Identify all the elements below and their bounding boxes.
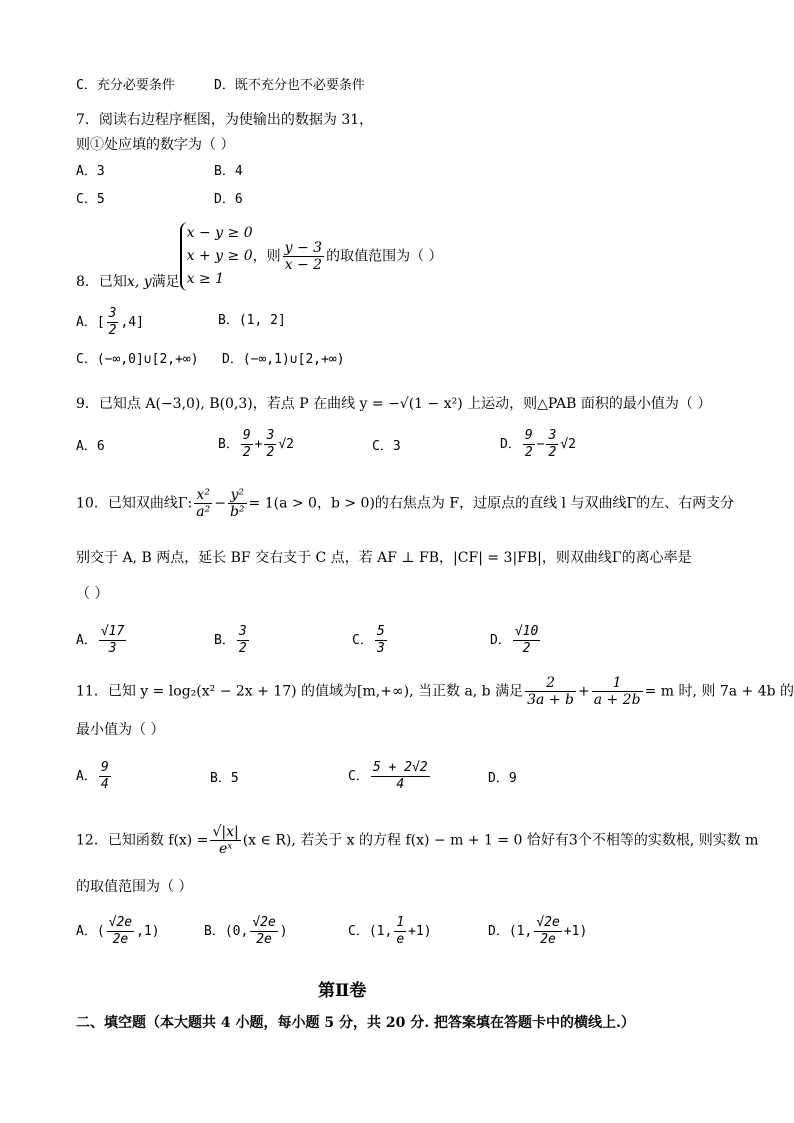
q11-stem-line1	[76, 675, 794, 708]
q11-d1: 3a + b	[527, 692, 574, 708]
q8-option-a-num: 3	[108, 306, 117, 321]
q6-option-c: C．充分必要条件	[76, 78, 175, 93]
q8-option-a-tail: ,4]	[120, 315, 144, 330]
q10-option-c-den: 3	[376, 641, 385, 656]
q12-option-a-num: √2e	[108, 915, 133, 930]
q12-line1-tail: (x ∈ R), 若关于 x 的方程 f(x) − m + 1 = 0 恰好有3个不相等的实数根, 则实数 m	[242, 832, 759, 849]
q8-option-a	[76, 306, 144, 339]
q6-option-d: D．既不充分也不必要条件	[214, 78, 365, 93]
q10-option-b	[214, 624, 251, 657]
q9-option-d-d2: 2	[548, 445, 557, 460]
q10-line1-tail: = 1(a > 0，b > 0)的右焦点为 F，过原点的直线 l 与双曲线Γ的左、右两支分	[248, 495, 735, 512]
q9-option-b-d1: 2	[242, 445, 251, 460]
q10-option-c-prefix: C．	[352, 633, 373, 648]
q9-option-d-frac2	[546, 428, 558, 461]
q11-option-a-prefix: A．	[76, 769, 97, 784]
q8-constraint-system	[180, 222, 253, 291]
q12-option-b-prefix: B．(0,	[204, 924, 249, 939]
q10-option-b-den: 2	[238, 641, 247, 656]
q12-option-a-den: 2e	[112, 932, 129, 947]
q12-option-d-num: √2e	[536, 915, 560, 930]
q8-numerator: y − 3	[284, 240, 323, 256]
q12-option-d-prefix: D．(1,	[488, 924, 533, 939]
q9-option-b-n1: 9	[242, 428, 251, 443]
q12-option-a-prefix: A．(	[76, 924, 105, 939]
q9-option-d-rad: √2	[560, 437, 576, 452]
q11-frac1	[525, 675, 576, 708]
q11-option-c-frac	[371, 760, 430, 793]
q11-prefix: 11．已知 y = log₂(x² − 2x + 17) 的值域为[m,+∞), 当正数 a, b 满足	[76, 683, 524, 700]
q10-option-a-den: 3	[108, 641, 117, 656]
q8-constraint-1: x − y ≥ 0	[186, 225, 253, 241]
q8-fraction	[283, 240, 324, 273]
q12-option-d-den: 2e	[540, 932, 556, 947]
q9-option-b-n2: 3	[266, 428, 275, 443]
q11-option-b: B．5	[210, 771, 239, 786]
q8-option-c: C．(−∞,0]∪[2,+∞)	[76, 352, 199, 367]
q11-option-c	[348, 760, 432, 793]
q7-option-d: D．6	[214, 192, 243, 207]
q10-option-a	[76, 624, 128, 657]
q10-option-b-prefix: B．	[214, 633, 235, 648]
q10-prefix: 10．已知双曲线Γ:	[76, 495, 193, 512]
q12-option-c-prefix: C．(1,	[348, 924, 393, 939]
q9-option-a: A．6	[76, 439, 105, 454]
q11-option-c-den: 4	[396, 777, 405, 792]
q10-option-d-den: 2	[522, 641, 531, 656]
q8-suffix: 的取值范围为（ ）	[326, 248, 443, 265]
q12-option-d-frac	[534, 915, 561, 948]
q10-option-d	[490, 624, 542, 657]
q11-n1: 2	[525, 675, 576, 692]
q10-frac1	[194, 487, 212, 520]
q9-option-b-rad: √2	[278, 437, 294, 452]
q10-minus: −	[214, 495, 226, 512]
q7-option-a: A．3	[76, 164, 105, 179]
q12-option-c	[348, 915, 432, 948]
q11-frac2	[592, 675, 643, 708]
q8-stem	[76, 222, 443, 291]
q8-mid: 满足	[151, 273, 180, 290]
q12-stem-line1	[76, 824, 758, 857]
q12-option-b	[204, 915, 288, 948]
q10-stem-line2: 别交于 A, B 两点，延长 BF 交右支于 C 点，若 AF ⊥ FB，|CF| = 3|FB|，则双曲线Γ的离心率是	[76, 550, 692, 566]
q7-option-b: B．4	[214, 164, 243, 179]
q11-option-a-den: 4	[100, 777, 109, 792]
q11-option-a-num: 9	[100, 760, 109, 775]
q12-option-c-den: e	[396, 932, 405, 947]
q9-option-b-d2: 2	[266, 445, 275, 460]
q10-option-a-prefix: A．	[76, 633, 97, 648]
q11-option-a-frac	[99, 760, 111, 793]
q11-option-d: D．9	[488, 771, 517, 786]
q9-option-d	[500, 428, 576, 461]
q8-option-b: B．(1, 2]	[218, 313, 286, 328]
q12-denominator: eˣ	[218, 841, 233, 857]
q12-option-a-frac	[107, 915, 134, 948]
q10-d2: b²	[229, 504, 245, 520]
q9-option-b-prefix: B．	[218, 437, 239, 452]
q10-d1: a²	[196, 504, 211, 520]
section-heading: 二、填空题（本大题共 4 小题，每小题 5 分，共 20 分. 把答案填在答题卡中的横线上.）	[76, 1015, 635, 1031]
q9-option-d-minus: −	[536, 437, 545, 452]
q12-option-a-tail: ,1)	[136, 924, 160, 939]
q9-option-d-n2: 3	[548, 428, 557, 443]
q9-option-b	[218, 428, 294, 461]
q12-option-d	[488, 915, 587, 948]
q12-frac	[210, 824, 240, 857]
q8-option-a-den: 2	[108, 323, 117, 338]
q8-denominator: x − 2	[284, 257, 323, 273]
q9-option-d-prefix: D．	[500, 437, 521, 452]
q12-option-c-tail: +1)	[408, 924, 432, 939]
q10-n2: y²	[228, 487, 247, 504]
q8-option-d: D．(−∞,1)∪[2,+∞)	[222, 352, 345, 367]
q12-option-c-frac	[394, 915, 406, 948]
q12-option-a	[76, 915, 160, 948]
q11-plus: +	[577, 683, 590, 700]
q11-line1-tail: = m 时, 则 7a + 4b 的	[644, 683, 794, 700]
q8-constraint-3: x ≥ 1	[186, 271, 225, 287]
q12-option-c-num: 1	[396, 915, 405, 930]
q10-option-b-num: 3	[238, 624, 247, 639]
q9-option-c: C．3	[372, 439, 401, 454]
q12-option-b-frac	[250, 915, 277, 948]
q12-option-b-num: √2e	[252, 915, 276, 930]
q10-option-d-num: √10	[514, 624, 539, 639]
q7-option-c: C．5	[76, 192, 105, 207]
q8-constraint-2: x + y ≥ 0	[186, 248, 253, 264]
q7-stem-line2: 则①处应填的数字为（ ）	[76, 137, 235, 153]
q10-option-d-frac	[513, 624, 540, 657]
q9-option-b-plus: +	[254, 437, 263, 452]
q8-then: ，则	[252, 248, 281, 265]
q11-option-c-num: 5 + 2√2	[372, 760, 428, 775]
q12-prefix: 12．已知函数 f(x) =	[76, 832, 209, 849]
q7-stem-line1: 7．阅读右边程序框图，为使输出的数据为 31，	[76, 112, 374, 128]
q10-option-a-num: √17	[100, 624, 125, 639]
q12-option-d-tail: +1)	[563, 924, 588, 939]
q12-stem-line2: 的取值范围为（ ）	[76, 879, 193, 895]
q8-prefix: 8．已知	[76, 273, 127, 290]
q10-option-c	[352, 624, 389, 657]
q10-option-b-frac	[237, 624, 249, 657]
q10-option-a-frac	[99, 624, 126, 657]
q9-option-b-frac2	[264, 428, 276, 461]
q11-d2: a + 2b	[593, 692, 641, 708]
q11-option-a	[76, 760, 113, 793]
q9-option-b-frac1	[241, 428, 253, 461]
q11-option-c-prefix: C．	[348, 769, 369, 784]
q10-option-d-prefix: D．	[490, 633, 511, 648]
q8-vars: x, y	[126, 273, 152, 290]
q9-option-d-n1: 9	[524, 428, 533, 443]
q9-option-d-d1: 2	[524, 445, 533, 460]
q11-stem-line2: 最小值为（ ）	[76, 722, 165, 738]
q9-option-d-frac1	[523, 428, 535, 461]
q8-option-a-fraction	[107, 306, 119, 339]
q8-option-a-prefix: A．[	[76, 315, 105, 330]
q11-n2: 1	[592, 675, 643, 692]
q12-option-b-tail: )	[279, 924, 288, 939]
q9-stem: 9．已知点 A(−3,0), B(0,3)，若点 P 在曲线 y = −√(1 − x²) 上运动，则△PAB 面积的最小值为（ ）	[76, 396, 712, 412]
q10-n1: x²	[194, 487, 212, 504]
q10-stem-line1	[76, 487, 734, 520]
q10-option-c-num: 5	[376, 624, 385, 639]
q12-numerator: √|x|	[212, 824, 239, 840]
q10-option-c-frac	[375, 624, 387, 657]
q12-option-b-den: 2e	[256, 932, 272, 947]
q10-frac2	[228, 487, 247, 520]
q10-stem-line3: （ ）	[76, 586, 109, 602]
section-title: 第Ⅱ卷	[318, 981, 367, 1001]
